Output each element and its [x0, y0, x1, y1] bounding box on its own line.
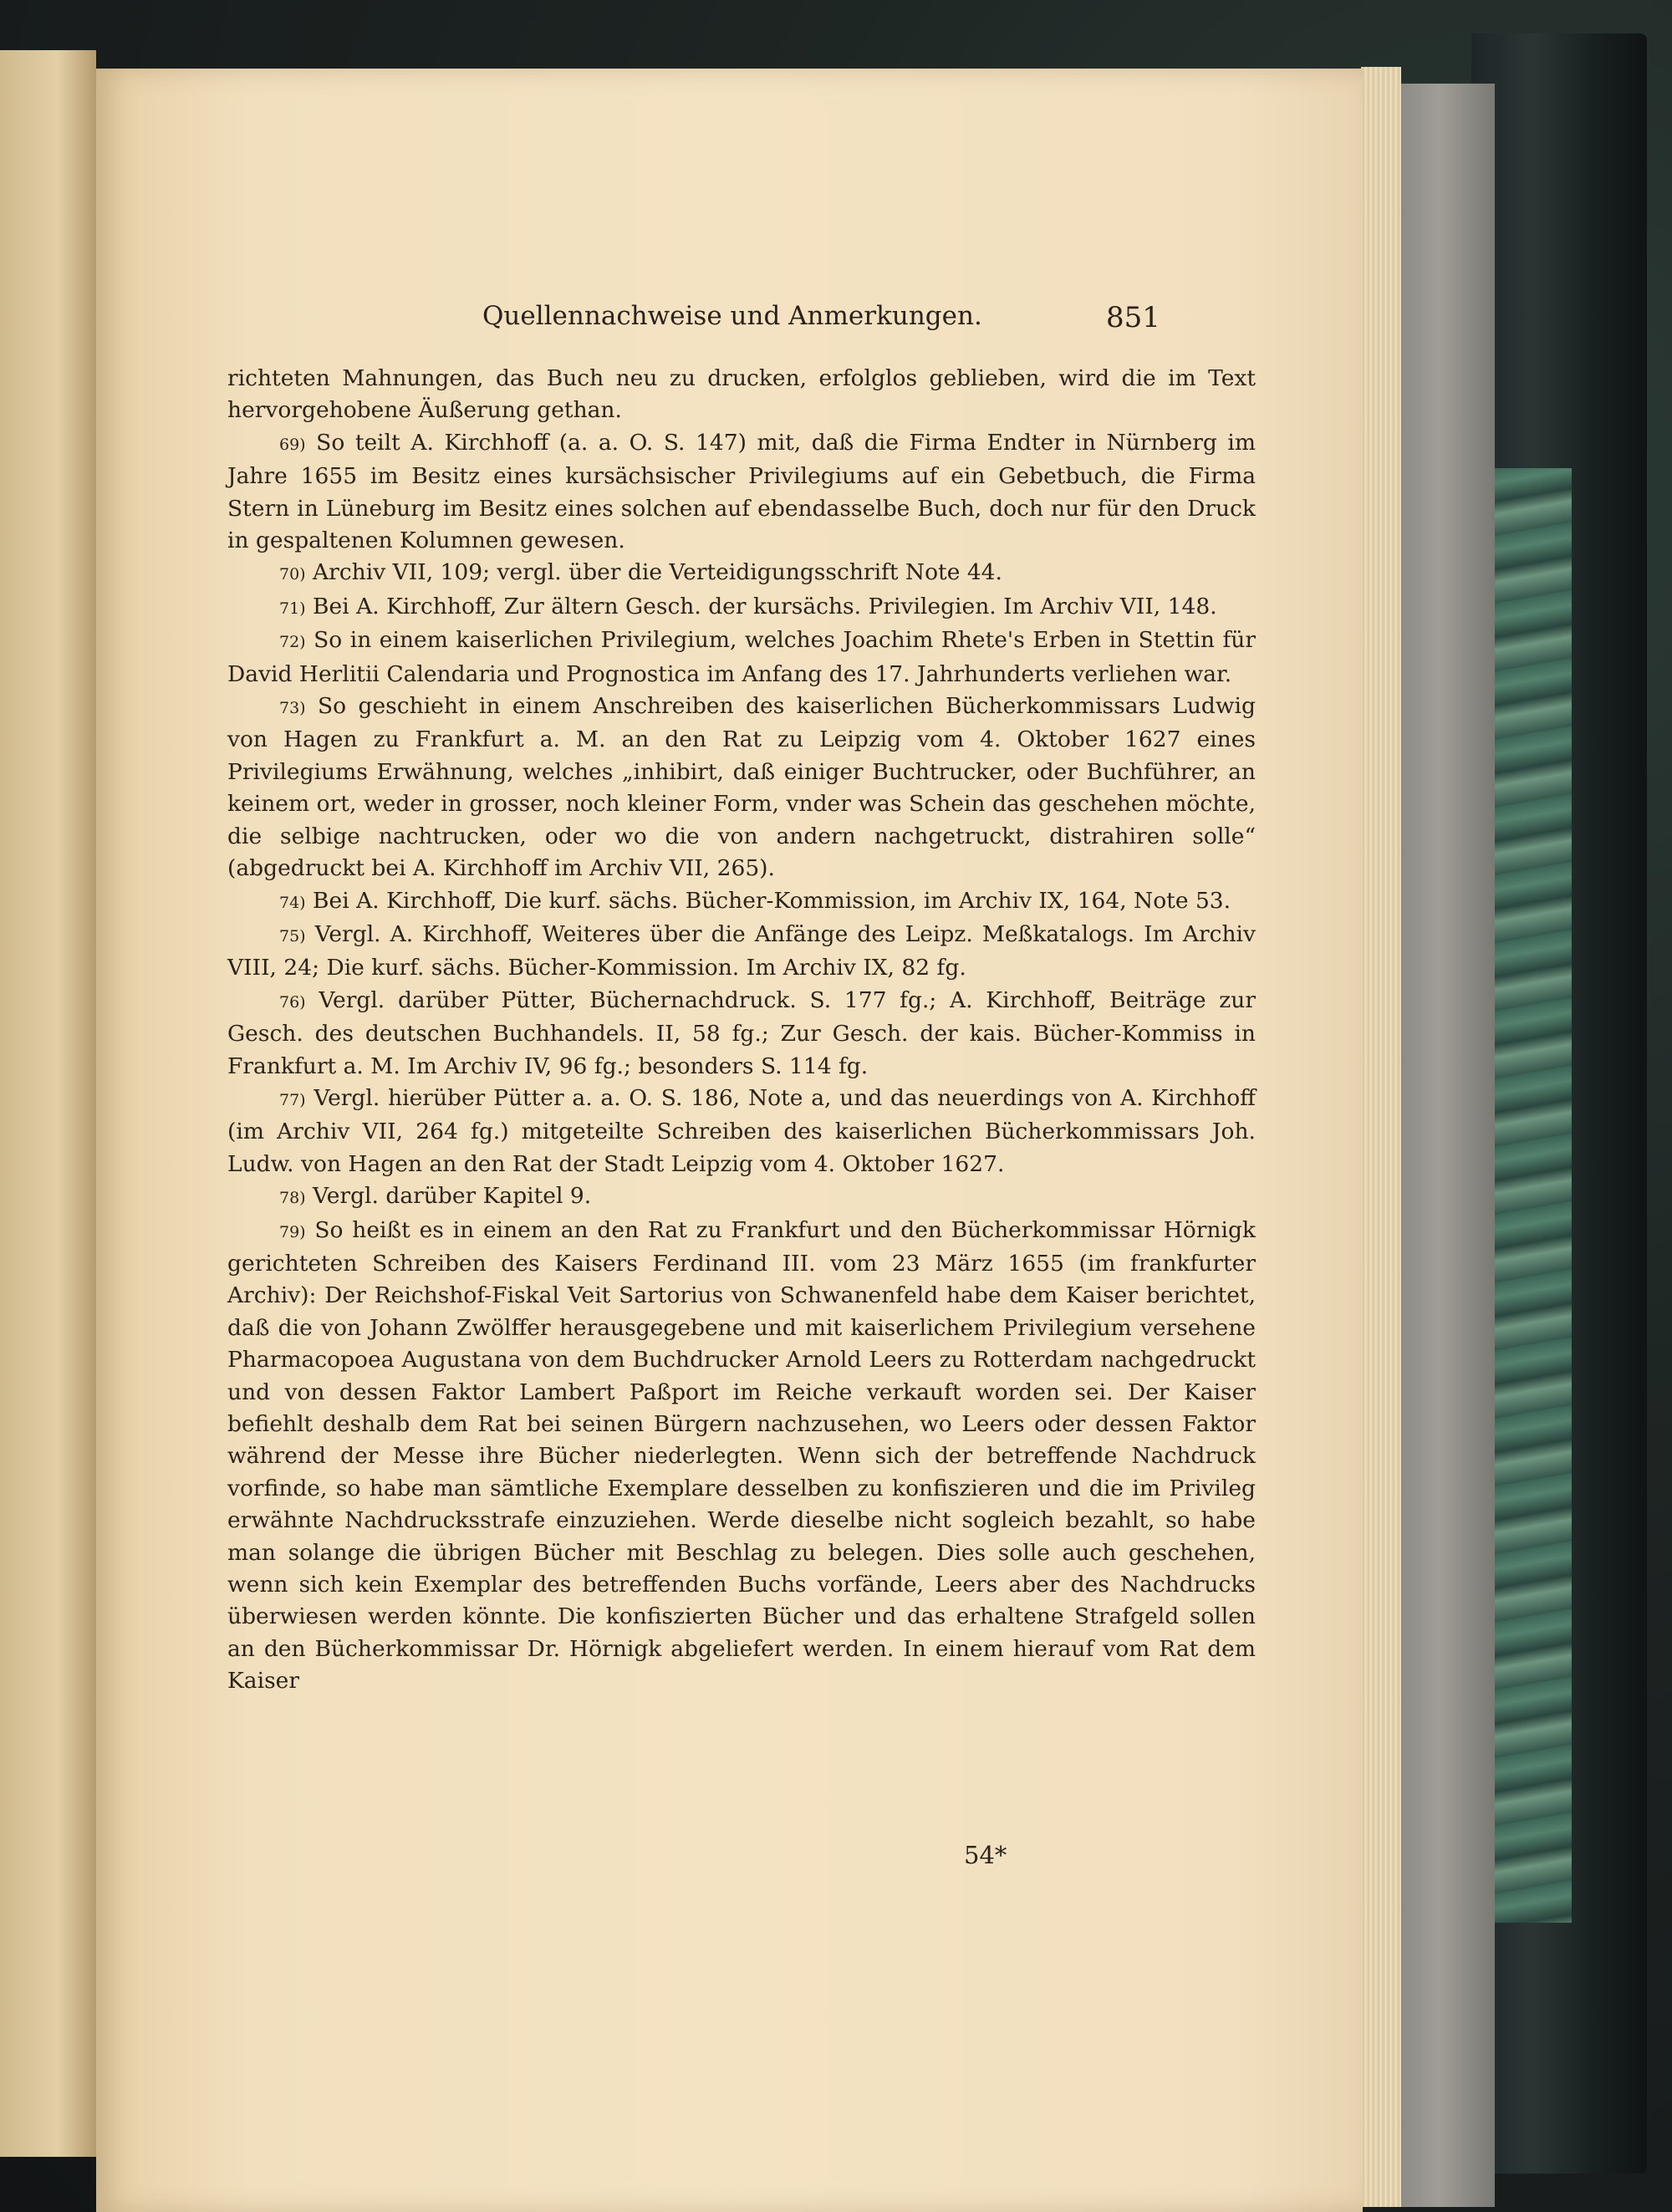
note-text: Bei A. Kirchhoff, Zur ältern Gesch. der kursächs. Privilegien. Im Archiv VII, 148.: [313, 593, 1217, 619]
note-77: [227, 1083, 1256, 1180]
note-text: So teilt A. Kirchhoff (a. a. O. S. 147) mit, daß die Firma Endter in Nürnberg im Jahre 1655 im Besitz eines kursächsischer Privilegiums auf ein Gebetbuch, die Firma Stern in Lüneburg im Besitz eines solchen auf ebendasselbe Buch, doch nur für den Druck in gespaltenen Kolumnen gewesen.: [227, 429, 1256, 554]
signature-mark: 54*: [964, 1841, 1007, 1869]
note-continuation: [227, 363, 1256, 427]
note-number: 76): [279, 992, 306, 1012]
note-number: 78): [279, 1189, 306, 1208]
note-73: [227, 691, 1256, 884]
note-number: 70): [279, 565, 306, 584]
note-76: [227, 985, 1256, 1083]
note-78: [227, 1180, 1256, 1214]
note-text: Bei A. Kirchhoff, Die kurf. sächs. Bücher-Kommission, im Archiv IX, 164, Note 53.: [313, 887, 1231, 914]
note-text: richteten Mahnungen, das Buch neu zu drucken, erfolglos geblieben, wird die im Text hervorgehobene Äußerung gethan.: [227, 365, 1256, 424]
note-number: 75): [279, 926, 306, 945]
note-69: [227, 427, 1256, 558]
note-number: 79): [279, 1222, 306, 1241]
grey-board: [1401, 84, 1495, 2207]
book-page: [96, 69, 1363, 2212]
note-text: Vergl. hierüber Pütter a. a. O. S. 186, Note a, und das neuerdings von A. Kirchhoff (im Archiv VII, 264 fg.) mitgeteilte Schreiben des kaiserlichen Bücherkommissars Joh. Ludw. von Hagen an den Rat der Stadt Leipzig vom 4. Oktober 1627.: [227, 1084, 1256, 1177]
note-71: [227, 591, 1256, 624]
note-number: 69): [279, 435, 306, 454]
note-75: [227, 919, 1256, 985]
facing-page-edge: [0, 50, 96, 2157]
note-text: So heißt es in einem an den Rat zu Frankfurt und den Bücherkommissar Hörnigk gerichteten Schreiben des Kaisers Ferdinand III. vom 23 März 1655 (im frankfurter Archiv): Der Reichshof-Fiskal Veit Sartorius von Schwanenfeld habe dem Kaiser berichtet, daß die von Johann Zwölffer herausgegebene und mit kaiserlichem Privilegium versehene Pharmacopoea Augustana von dem Buchdrucker Arnold Leers zu Rotterdam nachgedruckt und von dessen Faktor Lambert Paßport im Reiche verkauft worden sei. Der Kaiser befiehlt deshalb dem Rat bei seinen Bürgern nachzusehen, wo Leers oder dessen Faktor während der Messe ihre Bücher niederlegten. Wenn sich der betreffende Nachdruck vorfinde, so habe man sämtliche Exemplare desselben zu konfiszieren und die im Privileg erwähnte Nachdrucksstrafe einzuziehen. Werde dieselbe nicht sogleich bezahlt, so habe man solange die übrigen Bücher mit Beschlag zu belegen. Dies solle auch geschehen, wenn sich kein Exemplar des betreffenden Buchs vorfände, Leers aber des Nachdrucks überwiesen werden könnte. Die konfiszierten Bücher und das erhaltene Strafgeld sollen an den Bücherkommissar Dr. Hörnigk abgeliefert werden. In einem hierauf vom Rat dem Kaiser: [227, 1216, 1256, 1695]
marbled-endpaper: [1492, 468, 1572, 1923]
note-text: Vergl. A. Kirchhoff, Weiteres über die Anfänge des Leipz. Meßkatalogs. Im Archiv VIII, 24; Die kurf. sächs. Bücher-Kommission. Im Archiv IX, 82 fg.: [227, 920, 1256, 981]
note-text: So geschieht in einem Anschreiben des kaiserlichen Bücherkommissars Ludwig von Hagen zu Frankfurt a. M. an den Rat zu Leipzig vom 4. Oktober 1627 eines Privilegiums Erwähnung, welches „inhibirt, daß einiger Buchtrucker, oder Buchführer, an keinem ort, weder in grosser, noch kleiner Form, vnder was Schein das geschehen möchte, die selbige nachtrucken, oder wo die von andern nachgetruckt, distrahiren solle“ (abgedruckt bei A. Kirchhoff im Archiv VII, 265).: [227, 693, 1256, 882]
footnotes-body: [227, 363, 1256, 1698]
note-number: 74): [279, 893, 306, 912]
note-72: [227, 624, 1256, 691]
note-number: 73): [279, 699, 306, 718]
note-number: 77): [279, 1090, 306, 1109]
page-number: 851: [1106, 301, 1160, 334]
note-text: Archiv VII, 109; vergl. über die Verteidigungsschrift Note 44.: [313, 559, 1002, 586]
page-title: Quellennachweise und Anmerkungen.: [482, 301, 982, 331]
note-79: [227, 1215, 1256, 1698]
note-text: Vergl. darüber Pütter, Büchernachdruck. S. 177 fg.; A. Kirchhoff, Beiträge zur Gesch. des deutschen Buchhandels. II, 58 fg.; Zur Gesch. der kais. Bücher-Kommiss in Frankfurt a. M. Im Archiv IV, 96 fg.; besonders S. 114 fg.: [227, 986, 1256, 1079]
note-text: Vergl. darüber Kapitel 9.: [313, 1183, 592, 1210]
note-number: 71): [279, 599, 306, 618]
note-74: [227, 885, 1256, 919]
page-stack-edges: [1361, 67, 1401, 2207]
note-number: 72): [279, 633, 306, 652]
note-70: [227, 557, 1256, 590]
note-text: So in einem kaiserlichen Privilegium, welches Joachim Rhete's Erben in Stettin für David Herlitii Calendaria und Prognostica im Anfang des 17. Jahrhunderts verliehen war.: [227, 627, 1256, 687]
